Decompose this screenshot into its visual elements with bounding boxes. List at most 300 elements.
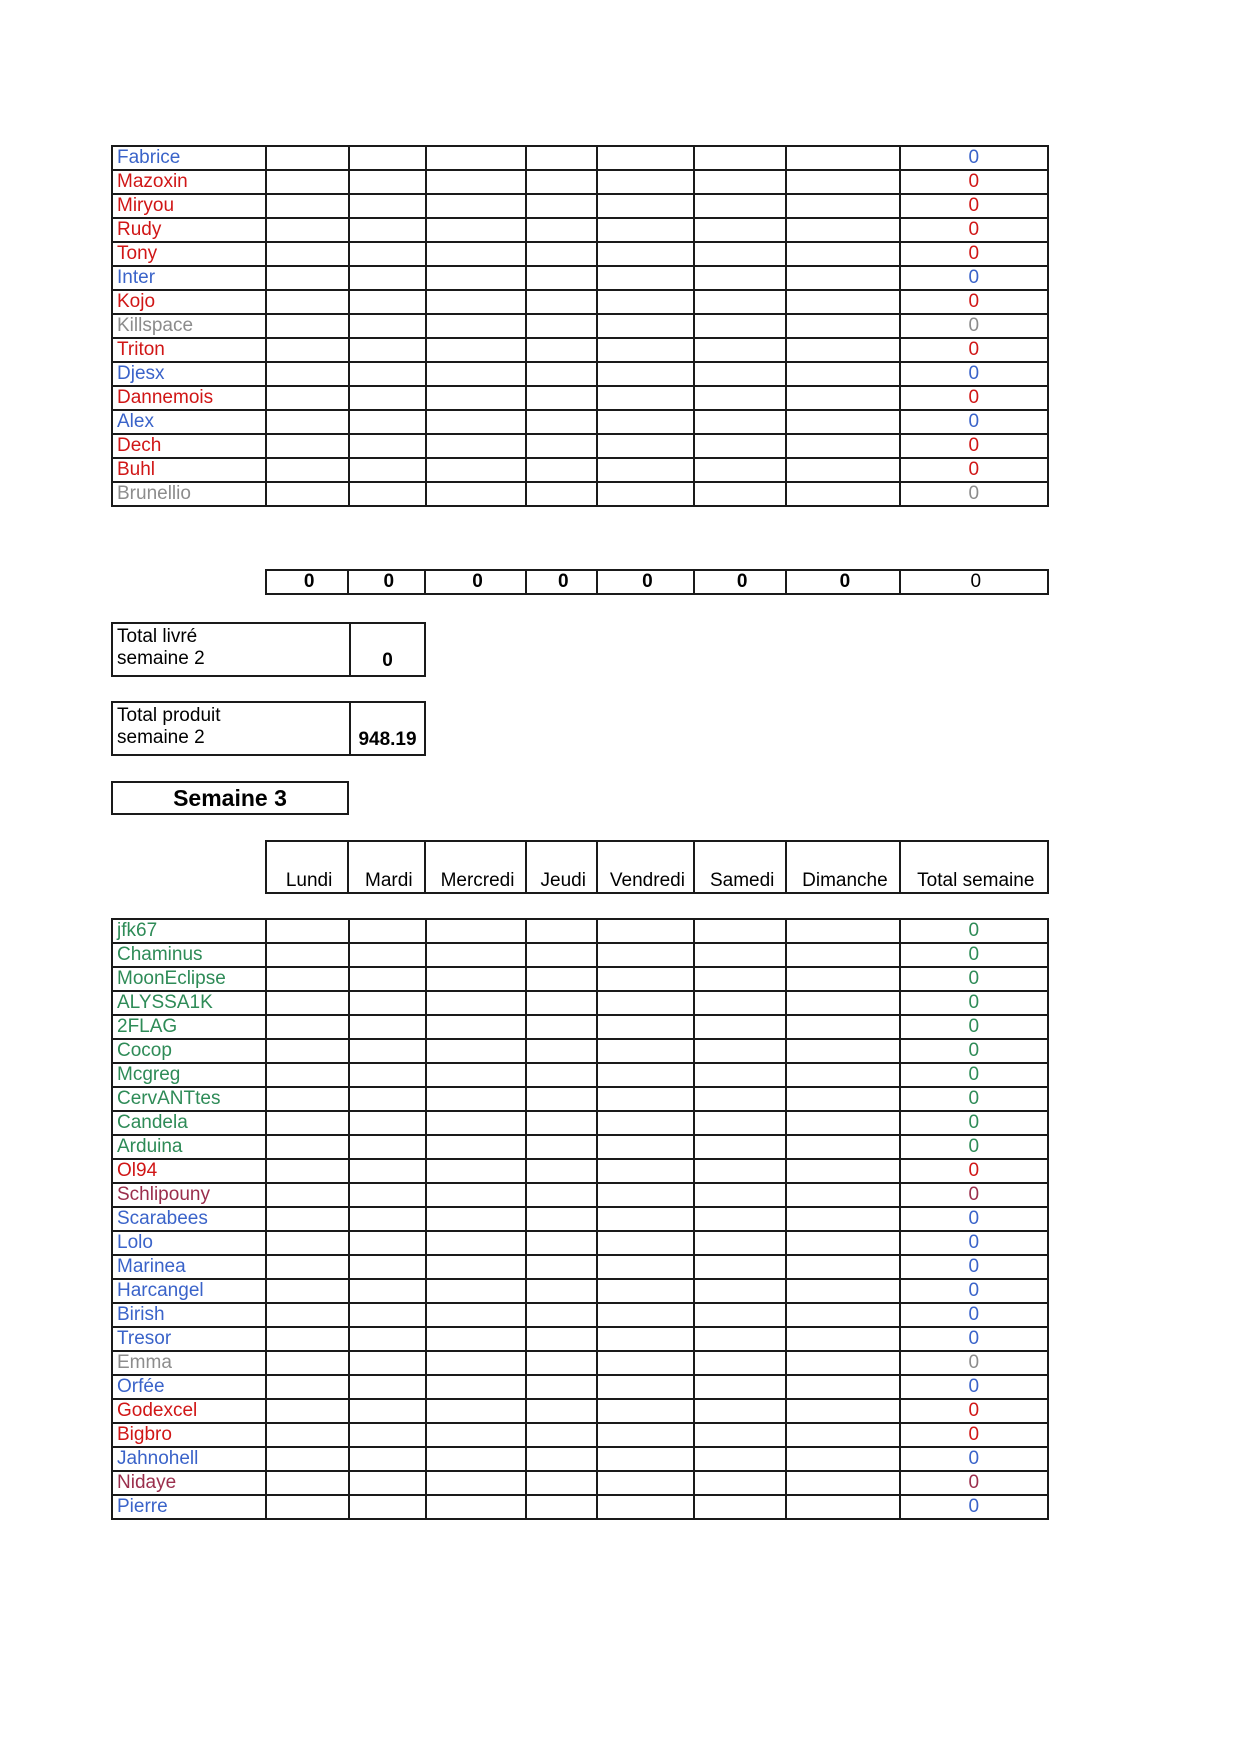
day-cell[interactable] bbox=[266, 1135, 348, 1159]
day-cell[interactable] bbox=[597, 1255, 694, 1279]
day-cell[interactable] bbox=[426, 1207, 526, 1231]
day-cell[interactable] bbox=[786, 1495, 899, 1519]
day-cell[interactable] bbox=[266, 1375, 348, 1399]
day-cell[interactable] bbox=[786, 1303, 899, 1327]
day-cell[interactable] bbox=[786, 218, 899, 242]
day-cell[interactable] bbox=[694, 242, 786, 266]
day-cell[interactable] bbox=[597, 362, 694, 386]
day-cell[interactable] bbox=[426, 410, 526, 434]
day-cell[interactable] bbox=[597, 967, 694, 991]
day-cell[interactable] bbox=[526, 1135, 597, 1159]
day-cell[interactable] bbox=[266, 1423, 348, 1447]
day-cell[interactable] bbox=[266, 1111, 348, 1135]
day-cell[interactable] bbox=[786, 482, 899, 506]
day-cell[interactable] bbox=[597, 1183, 694, 1207]
day-cell[interactable] bbox=[426, 1471, 526, 1495]
day-cell[interactable] bbox=[349, 1063, 426, 1087]
day-cell[interactable] bbox=[349, 1231, 426, 1255]
day-cell[interactable] bbox=[426, 362, 526, 386]
day-cell[interactable] bbox=[266, 218, 348, 242]
day-cell[interactable] bbox=[426, 218, 526, 242]
day-cell[interactable] bbox=[597, 1279, 694, 1303]
day-cell[interactable] bbox=[266, 386, 348, 410]
day-cell[interactable] bbox=[266, 146, 348, 170]
day-cell[interactable] bbox=[597, 170, 694, 194]
day-cell[interactable] bbox=[694, 362, 786, 386]
day-cell[interactable] bbox=[426, 170, 526, 194]
day-cell[interactable] bbox=[526, 967, 597, 991]
day-cell[interactable] bbox=[526, 991, 597, 1015]
day-cell[interactable] bbox=[266, 314, 348, 338]
day-cell[interactable] bbox=[526, 434, 597, 458]
day-cell[interactable] bbox=[266, 1255, 348, 1279]
day-cell[interactable] bbox=[349, 362, 426, 386]
day-cell[interactable] bbox=[694, 1399, 786, 1423]
day-cell[interactable] bbox=[694, 1303, 786, 1327]
day-cell[interactable] bbox=[426, 290, 526, 314]
day-cell[interactable] bbox=[349, 1279, 426, 1303]
day-cell[interactable] bbox=[597, 482, 694, 506]
day-cell[interactable] bbox=[349, 1087, 426, 1111]
day-cell[interactable] bbox=[349, 1327, 426, 1351]
day-cell[interactable] bbox=[597, 1231, 694, 1255]
day-cell[interactable] bbox=[526, 362, 597, 386]
day-cell[interactable] bbox=[694, 1279, 786, 1303]
day-cell[interactable] bbox=[349, 1303, 426, 1327]
day-cell[interactable] bbox=[526, 1183, 597, 1207]
day-cell[interactable] bbox=[786, 1471, 899, 1495]
day-cell[interactable] bbox=[426, 1351, 526, 1375]
day-cell[interactable] bbox=[266, 170, 348, 194]
day-cell[interactable] bbox=[349, 338, 426, 362]
day-cell[interactable] bbox=[597, 386, 694, 410]
day-cell[interactable] bbox=[526, 1351, 597, 1375]
day-cell[interactable] bbox=[426, 386, 526, 410]
day-cell[interactable] bbox=[266, 482, 348, 506]
day-cell[interactable] bbox=[694, 1375, 786, 1399]
day-cell[interactable] bbox=[694, 1351, 786, 1375]
day-cell[interactable] bbox=[266, 919, 348, 943]
day-cell[interactable] bbox=[349, 242, 426, 266]
day-cell[interactable] bbox=[426, 1279, 526, 1303]
day-cell[interactable] bbox=[426, 1039, 526, 1063]
day-cell[interactable] bbox=[786, 991, 899, 1015]
day-cell[interactable] bbox=[349, 1135, 426, 1159]
day-cell[interactable] bbox=[786, 1111, 899, 1135]
day-cell[interactable] bbox=[694, 1207, 786, 1231]
day-cell[interactable] bbox=[786, 314, 899, 338]
day-cell[interactable] bbox=[597, 1159, 694, 1183]
day-cell[interactable] bbox=[349, 170, 426, 194]
day-cell[interactable] bbox=[694, 1471, 786, 1495]
day-cell[interactable] bbox=[597, 146, 694, 170]
day-cell[interactable] bbox=[597, 434, 694, 458]
day-cell[interactable] bbox=[266, 410, 348, 434]
day-cell[interactable] bbox=[349, 1447, 426, 1471]
day-cell[interactable] bbox=[426, 266, 526, 290]
day-cell[interactable] bbox=[526, 1063, 597, 1087]
day-cell[interactable] bbox=[426, 1327, 526, 1351]
total-livre-box bbox=[111, 622, 426, 677]
day-cell[interactable] bbox=[526, 1327, 597, 1351]
day-cell[interactable] bbox=[597, 266, 694, 290]
day-cell[interactable] bbox=[526, 290, 597, 314]
day-cell[interactable] bbox=[597, 1471, 694, 1495]
day-cell[interactable] bbox=[786, 410, 899, 434]
day-cell[interactable] bbox=[597, 218, 694, 242]
day-cell[interactable] bbox=[349, 482, 426, 506]
table-row bbox=[112, 943, 1048, 967]
day-cell[interactable] bbox=[597, 1495, 694, 1519]
day-cell[interactable] bbox=[349, 410, 426, 434]
day-cell[interactable] bbox=[694, 1111, 786, 1135]
day-cell[interactable] bbox=[694, 434, 786, 458]
day-cell[interactable] bbox=[349, 1255, 426, 1279]
day-cell[interactable] bbox=[786, 967, 899, 991]
day-cell[interactable] bbox=[426, 434, 526, 458]
day-cell[interactable] bbox=[266, 1447, 348, 1471]
day-cell[interactable] bbox=[426, 943, 526, 967]
day-cell[interactable] bbox=[786, 242, 899, 266]
day-cell[interactable] bbox=[266, 1207, 348, 1231]
day-cell[interactable] bbox=[426, 146, 526, 170]
day-cell[interactable] bbox=[526, 1039, 597, 1063]
day-cell[interactable] bbox=[526, 1303, 597, 1327]
day-cell[interactable] bbox=[426, 1111, 526, 1135]
day-cell[interactable] bbox=[349, 1015, 426, 1039]
table-row bbox=[112, 1279, 1048, 1303]
day-cell[interactable] bbox=[526, 943, 597, 967]
week3-header-row bbox=[265, 840, 1049, 894]
table-row bbox=[112, 1255, 1048, 1279]
day-cell[interactable] bbox=[786, 1423, 899, 1447]
day-cell[interactable] bbox=[694, 943, 786, 967]
day-cell[interactable] bbox=[597, 919, 694, 943]
day-cell[interactable] bbox=[349, 919, 426, 943]
day-cell[interactable] bbox=[426, 1447, 526, 1471]
day-cell[interactable] bbox=[426, 242, 526, 266]
day-cell[interactable] bbox=[694, 1087, 786, 1111]
day-cell[interactable] bbox=[349, 314, 426, 338]
day-cell[interactable] bbox=[694, 991, 786, 1015]
day-cell[interactable] bbox=[786, 1375, 899, 1399]
day-cell[interactable] bbox=[349, 458, 426, 482]
day-cell[interactable] bbox=[597, 1087, 694, 1111]
day-cell[interactable] bbox=[786, 434, 899, 458]
day-cell[interactable] bbox=[597, 1063, 694, 1087]
day-cell[interactable] bbox=[597, 194, 694, 218]
day-cell[interactable] bbox=[266, 1495, 348, 1519]
day-cell[interactable] bbox=[426, 919, 526, 943]
day-cell[interactable] bbox=[426, 1495, 526, 1519]
day-cell[interactable] bbox=[694, 338, 786, 362]
day-cell[interactable] bbox=[526, 1423, 597, 1447]
day-cell[interactable] bbox=[786, 1351, 899, 1375]
day-cell[interactable] bbox=[349, 943, 426, 967]
day-cell[interactable] bbox=[266, 242, 348, 266]
day-cell[interactable] bbox=[786, 1447, 899, 1471]
row-total: 0 bbox=[900, 1207, 1048, 1231]
day-cell[interactable] bbox=[786, 1015, 899, 1039]
day-cell[interactable] bbox=[426, 314, 526, 338]
row-total: 0 bbox=[900, 1399, 1048, 1423]
day-cell[interactable] bbox=[694, 482, 786, 506]
day-cell[interactable] bbox=[694, 386, 786, 410]
day-cell[interactable] bbox=[426, 991, 526, 1015]
day-cell[interactable] bbox=[426, 1399, 526, 1423]
day-cell[interactable] bbox=[426, 1231, 526, 1255]
day-cell[interactable] bbox=[426, 1183, 526, 1207]
day-cell[interactable] bbox=[266, 1279, 348, 1303]
day-cell[interactable] bbox=[349, 1183, 426, 1207]
day-cell[interactable] bbox=[786, 338, 899, 362]
day-cell[interactable] bbox=[786, 458, 899, 482]
day-cell[interactable] bbox=[349, 1375, 426, 1399]
day-cell[interactable] bbox=[266, 458, 348, 482]
day-cell[interactable] bbox=[266, 290, 348, 314]
day-cell[interactable] bbox=[266, 1063, 348, 1087]
day-cell[interactable] bbox=[526, 458, 597, 482]
day-cell[interactable] bbox=[597, 290, 694, 314]
day-cell[interactable] bbox=[266, 967, 348, 991]
day-cell[interactable] bbox=[694, 194, 786, 218]
day-cell[interactable] bbox=[786, 919, 899, 943]
day-cell[interactable] bbox=[597, 1207, 694, 1231]
day-cell[interactable] bbox=[786, 1327, 899, 1351]
day-cell[interactable] bbox=[349, 1111, 426, 1135]
day-cell[interactable] bbox=[786, 1063, 899, 1087]
day-cell[interactable] bbox=[694, 266, 786, 290]
day-cell[interactable] bbox=[597, 1351, 694, 1375]
day-cell[interactable] bbox=[526, 1375, 597, 1399]
day-cell[interactable] bbox=[694, 1255, 786, 1279]
day-cell[interactable] bbox=[694, 410, 786, 434]
day-cell[interactable] bbox=[597, 1039, 694, 1063]
day-cell[interactable] bbox=[694, 1327, 786, 1351]
day-cell[interactable] bbox=[526, 1279, 597, 1303]
day-cell[interactable] bbox=[597, 1111, 694, 1135]
day-cell[interactable] bbox=[526, 218, 597, 242]
day-cell[interactable] bbox=[786, 1183, 899, 1207]
day-cell[interactable] bbox=[786, 1159, 899, 1183]
day-cell[interactable] bbox=[349, 218, 426, 242]
day-cell[interactable] bbox=[694, 458, 786, 482]
day-cell[interactable] bbox=[266, 1327, 348, 1351]
header-vendredi: Vendredi bbox=[597, 841, 694, 893]
player-name: Candela bbox=[112, 1111, 266, 1135]
day-cell[interactable] bbox=[597, 338, 694, 362]
day-cell[interactable] bbox=[597, 991, 694, 1015]
day-cell[interactable] bbox=[786, 1039, 899, 1063]
day-cell[interactable] bbox=[349, 1495, 426, 1519]
day-cell[interactable] bbox=[426, 1423, 526, 1447]
day-cell[interactable] bbox=[349, 1471, 426, 1495]
day-cell[interactable] bbox=[694, 1447, 786, 1471]
day-cell[interactable] bbox=[266, 1159, 348, 1183]
day-cell[interactable] bbox=[786, 1087, 899, 1111]
day-cell[interactable] bbox=[597, 1423, 694, 1447]
day-cell[interactable] bbox=[426, 1063, 526, 1087]
day-cell[interactable] bbox=[266, 1471, 348, 1495]
day-cell[interactable] bbox=[597, 1447, 694, 1471]
day-cell[interactable] bbox=[426, 1303, 526, 1327]
day-cell[interactable] bbox=[349, 1423, 426, 1447]
day-cell[interactable] bbox=[526, 1231, 597, 1255]
day-cell[interactable] bbox=[526, 266, 597, 290]
day-cell[interactable] bbox=[597, 1399, 694, 1423]
week2-day-totals bbox=[265, 569, 1049, 595]
day-cell[interactable] bbox=[786, 146, 899, 170]
day-cell[interactable] bbox=[786, 266, 899, 290]
day-cell[interactable] bbox=[349, 194, 426, 218]
row-total: 0 bbox=[900, 218, 1048, 242]
day-cell[interactable] bbox=[526, 170, 597, 194]
day-cell[interactable] bbox=[694, 967, 786, 991]
day-cell[interactable] bbox=[349, 386, 426, 410]
day-cell[interactable] bbox=[526, 338, 597, 362]
day-cell[interactable] bbox=[597, 1135, 694, 1159]
day-cell[interactable] bbox=[266, 943, 348, 967]
day-cell[interactable] bbox=[266, 266, 348, 290]
day-cell[interactable] bbox=[694, 1135, 786, 1159]
day-cell[interactable] bbox=[694, 170, 786, 194]
day-cell[interactable] bbox=[786, 1399, 899, 1423]
day-cell[interactable] bbox=[694, 1015, 786, 1039]
day-cell[interactable] bbox=[426, 482, 526, 506]
table-row bbox=[112, 1375, 1048, 1399]
day-cell[interactable] bbox=[266, 1231, 348, 1255]
day-cell[interactable] bbox=[426, 338, 526, 362]
day-cell[interactable] bbox=[597, 410, 694, 434]
day-cell[interactable] bbox=[786, 1231, 899, 1255]
day-cell[interactable] bbox=[694, 1063, 786, 1087]
day-cell[interactable] bbox=[526, 1111, 597, 1135]
day-cell[interactable] bbox=[426, 967, 526, 991]
day-cell[interactable] bbox=[786, 362, 899, 386]
day-cell[interactable] bbox=[266, 1399, 348, 1423]
day-cell[interactable] bbox=[426, 1135, 526, 1159]
day-cell[interactable] bbox=[786, 1279, 899, 1303]
day-cell[interactable] bbox=[597, 458, 694, 482]
day-cell[interactable] bbox=[786, 290, 899, 314]
row-total: 0 bbox=[900, 991, 1048, 1015]
day-cell[interactable] bbox=[266, 991, 348, 1015]
table-row bbox=[112, 338, 1048, 362]
day-cell[interactable] bbox=[349, 1207, 426, 1231]
day-cell[interactable] bbox=[526, 146, 597, 170]
day-cell[interactable] bbox=[526, 386, 597, 410]
day-cell[interactable] bbox=[426, 194, 526, 218]
day-cell[interactable] bbox=[426, 1255, 526, 1279]
day-cell[interactable] bbox=[526, 482, 597, 506]
table-row bbox=[112, 1087, 1048, 1111]
day-cell[interactable] bbox=[694, 1495, 786, 1519]
day-cell[interactable] bbox=[597, 1015, 694, 1039]
day-cell[interactable] bbox=[526, 1495, 597, 1519]
day-cell[interactable] bbox=[786, 194, 899, 218]
day-cell[interactable] bbox=[786, 1255, 899, 1279]
day-cell[interactable] bbox=[526, 410, 597, 434]
day-cell[interactable] bbox=[349, 146, 426, 170]
day-cell[interactable] bbox=[426, 458, 526, 482]
day-cell[interactable] bbox=[526, 1207, 597, 1231]
day-cell[interactable] bbox=[786, 386, 899, 410]
day-cell[interactable] bbox=[266, 1039, 348, 1063]
day-cell[interactable] bbox=[694, 1039, 786, 1063]
day-cell[interactable] bbox=[597, 1375, 694, 1399]
table-row bbox=[112, 967, 1048, 991]
day-cell[interactable] bbox=[526, 919, 597, 943]
day-cell[interactable] bbox=[266, 1303, 348, 1327]
day-cell[interactable] bbox=[349, 991, 426, 1015]
day-cell[interactable] bbox=[426, 1087, 526, 1111]
day-cell[interactable] bbox=[786, 943, 899, 967]
table-row bbox=[112, 458, 1048, 482]
day-cell[interactable] bbox=[526, 194, 597, 218]
day-cell[interactable] bbox=[266, 1351, 348, 1375]
day-cell[interactable] bbox=[349, 1351, 426, 1375]
day-cell[interactable] bbox=[526, 1255, 597, 1279]
day-cell[interactable] bbox=[349, 266, 426, 290]
player-name: Nidaye bbox=[112, 1471, 266, 1495]
day-cell[interactable] bbox=[694, 218, 786, 242]
day-cell[interactable] bbox=[266, 1015, 348, 1039]
day-cell[interactable] bbox=[526, 242, 597, 266]
day-cell[interactable] bbox=[526, 1447, 597, 1471]
day-cell[interactable] bbox=[426, 1159, 526, 1183]
day-cell[interactable] bbox=[694, 1183, 786, 1207]
day-cell[interactable] bbox=[694, 1159, 786, 1183]
day-cell[interactable] bbox=[266, 194, 348, 218]
day-cell[interactable] bbox=[597, 943, 694, 967]
day-cell[interactable] bbox=[266, 1087, 348, 1111]
day-cell[interactable] bbox=[349, 967, 426, 991]
day-cell[interactable] bbox=[597, 1327, 694, 1351]
table-row bbox=[112, 1039, 1048, 1063]
day-cell[interactable] bbox=[786, 1207, 899, 1231]
day-cell[interactable] bbox=[786, 170, 899, 194]
day-cell[interactable] bbox=[349, 1039, 426, 1063]
day-cell[interactable] bbox=[786, 1135, 899, 1159]
day-cell[interactable] bbox=[526, 1399, 597, 1423]
day-cell[interactable] bbox=[597, 1303, 694, 1327]
day-cell[interactable] bbox=[694, 1231, 786, 1255]
day-cell[interactable] bbox=[426, 1015, 526, 1039]
day-cell[interactable] bbox=[694, 919, 786, 943]
day-cell[interactable] bbox=[597, 242, 694, 266]
day-cell[interactable] bbox=[266, 1183, 348, 1207]
day-cell[interactable] bbox=[266, 434, 348, 458]
day-cell[interactable] bbox=[526, 1015, 597, 1039]
day-cell[interactable] bbox=[266, 362, 348, 386]
day-cell[interactable] bbox=[694, 314, 786, 338]
day-cell[interactable] bbox=[349, 290, 426, 314]
day-cell[interactable] bbox=[526, 1471, 597, 1495]
day-cell[interactable] bbox=[349, 1399, 426, 1423]
day-cell[interactable] bbox=[526, 1159, 597, 1183]
day-cell[interactable] bbox=[349, 434, 426, 458]
day-cell[interactable] bbox=[266, 338, 348, 362]
day-cell[interactable] bbox=[526, 1087, 597, 1111]
day-cell[interactable] bbox=[597, 314, 694, 338]
day-cell[interactable] bbox=[526, 314, 597, 338]
day-cell[interactable] bbox=[694, 1423, 786, 1447]
day-cell[interactable] bbox=[426, 1375, 526, 1399]
player-name: Brunellio bbox=[112, 482, 266, 506]
day-cell[interactable] bbox=[694, 146, 786, 170]
day-cell[interactable] bbox=[694, 290, 786, 314]
day-cell[interactable] bbox=[349, 1159, 426, 1183]
